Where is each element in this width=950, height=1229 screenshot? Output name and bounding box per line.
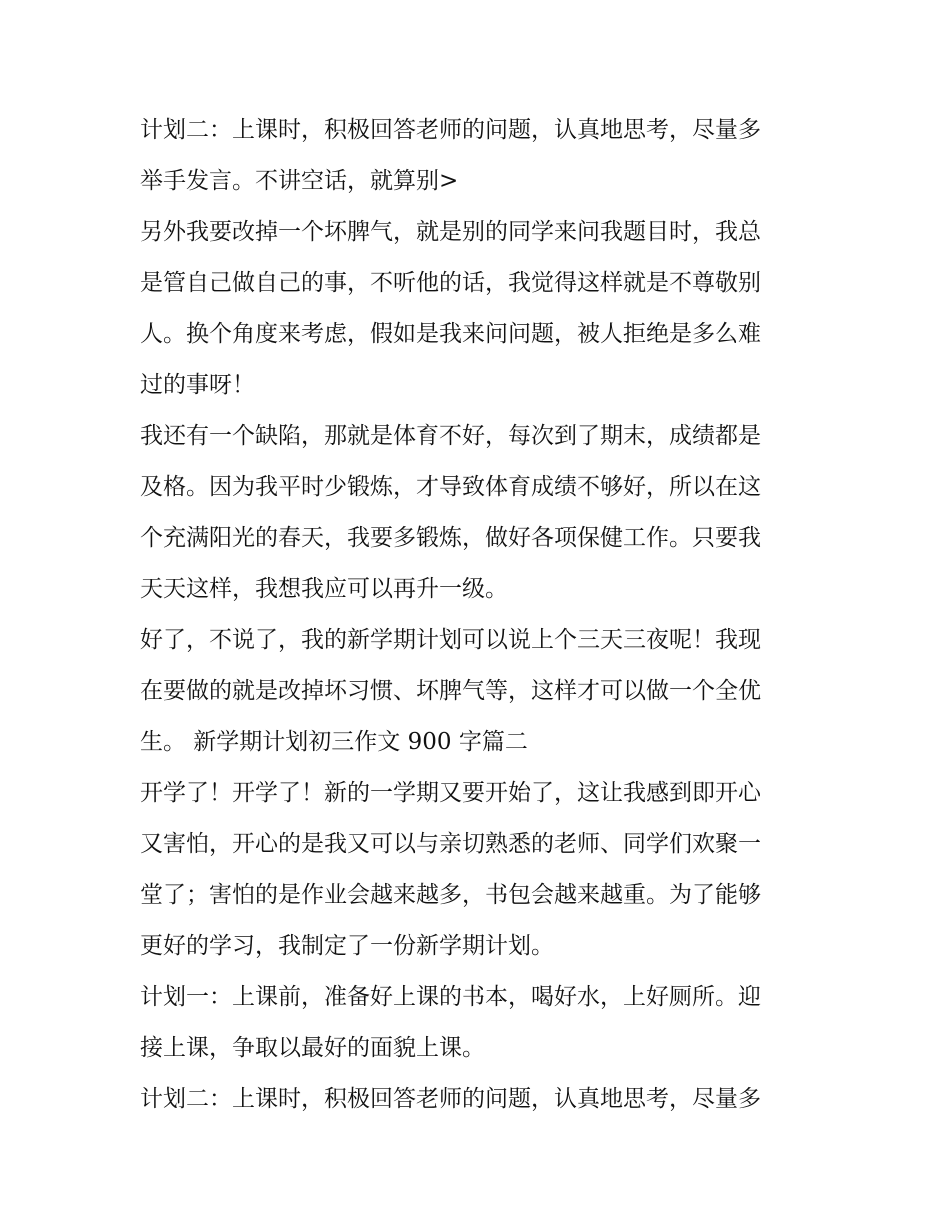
text-line: 开学了！开学了！新的一学期又要开始了，这让我感到即开心 xyxy=(140,780,761,806)
text-line: 在要做的就是改掉坏习惯、坏脾气等，这样才可以做一个全优 xyxy=(140,678,761,704)
text-line: 是管自己做自己的事，不听他的话，我觉得这样就是不尊敬别 xyxy=(140,270,761,296)
text-line: 又害怕，开心的是我又可以与亲切熟悉的老师、同学们欢聚一 xyxy=(140,831,761,857)
text-line: 及格。因为我平时少锻炼，才导致体育成绩不够好，所以在这 xyxy=(140,474,761,500)
document-body xyxy=(140,105,820,1125)
text-line: 天天这样，我想我应可以再升一级。 xyxy=(140,576,508,602)
text-line: 堂了；害怕的是作业会越来越多，书包会越来越重。为了能够 xyxy=(140,882,761,908)
text-line: 接上课，争取以最好的面貌上课。 xyxy=(140,1035,485,1061)
text-line: 计划一：上课前，准备好上课的书本，喝好水，上好厕所。迎 xyxy=(140,984,761,1010)
text-line: 举手发言。不讲空话，就算别> xyxy=(140,168,459,194)
text-line: 个充满阳光的春天，我要多锻炼，做好各项保健工作。只要我 xyxy=(140,525,761,551)
text-line: 生。 新学期计划初三作文 900 字篇二 xyxy=(140,729,528,755)
text-line: 更好的学习，我制定了一份新学期计划。 xyxy=(140,933,554,959)
text-line: 过的事呀！ xyxy=(140,372,255,398)
text-line: 好了，不说了，我的新学期计划可以说上个三天三夜呢！我现 xyxy=(140,627,761,653)
text-line: 人。换个角度来考虑，假如是我来问问题，被人拒绝是多么难 xyxy=(140,321,761,347)
text-line: 计划二：上课时，积极回答老师的问题，认真地思考，尽量多 xyxy=(140,117,761,143)
text-line: 另外我要改掉一个坏脾气，就是别的同学来问我题目时，我总 xyxy=(140,219,761,245)
text-line: 计划二：上课时，积极回答老师的问题，认真地思考，尽量多 xyxy=(140,1086,761,1112)
text-line: 我还有一个缺陷，那就是体育不好，每次到了期末，成绩都是 xyxy=(140,423,761,449)
